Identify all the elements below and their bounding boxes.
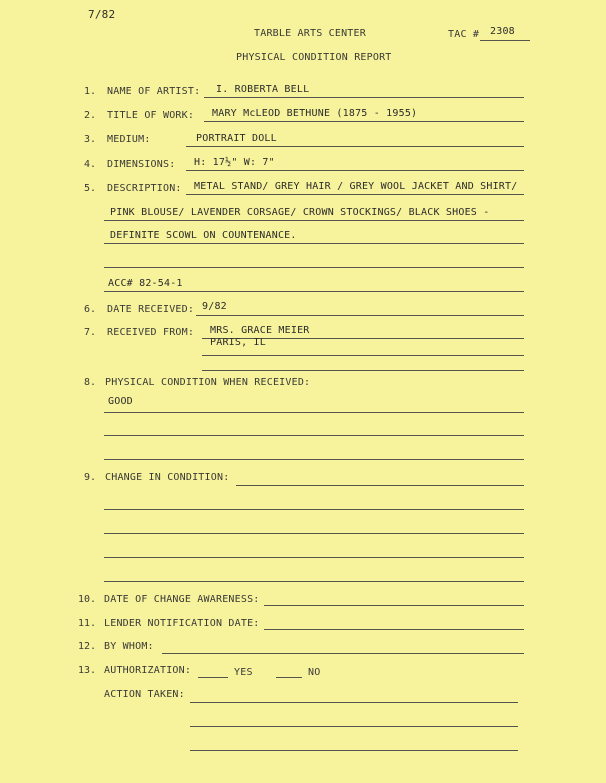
item-number-11: 11. <box>77 618 96 629</box>
item-number-1: 1. <box>83 86 96 97</box>
description-line-1: METAL STAND/ GREY HAIR / GREY WOOL JACKET AND SHIRT/ <box>194 181 518 192</box>
tac-label: TAC # <box>448 29 480 40</box>
description-rule-3 <box>104 243 524 244</box>
artist-label: NAME OF ARTIST: <box>107 86 201 97</box>
description-rule-1 <box>186 194 524 195</box>
action-rule-3 <box>190 750 518 751</box>
medium-label: MEDIUM: <box>107 134 151 145</box>
item-number-12: 12. <box>77 641 96 652</box>
change-label: CHANGE IN CONDITION: <box>105 472 230 483</box>
change-rule-3 <box>104 533 524 534</box>
org-name: TARBLE ARTS CENTER <box>254 28 366 39</box>
condition-rule-2 <box>104 435 524 436</box>
change-rule-4 <box>104 557 524 558</box>
yes-blank <box>198 677 228 678</box>
artist-value: I. ROBERTA BELL <box>216 84 310 95</box>
item-number-3: 3. <box>83 134 96 145</box>
received-from-rule-3 <box>202 370 524 371</box>
item-number-6: 6. <box>83 304 96 315</box>
no-label: NO <box>308 667 321 678</box>
received-from-label: RECEIVED FROM: <box>107 327 195 338</box>
date-received-value: 9/82 <box>202 301 227 312</box>
item-number-4: 4. <box>83 159 96 170</box>
report-title: PHYSICAL CONDITION REPORT <box>236 52 392 63</box>
title-value: MARY McLEOD BETHUNE (1875 - 1955) <box>212 108 418 119</box>
item-number-7: 7. <box>83 327 96 338</box>
no-blank <box>276 677 302 678</box>
item-number-13: 13. <box>77 665 96 676</box>
date-received-line <box>196 315 524 316</box>
description-label: DESCRIPTION: <box>107 183 182 194</box>
tac-underline <box>480 40 530 41</box>
title-label: TITLE OF WORK: <box>107 110 195 121</box>
action-rule-1 <box>190 702 518 703</box>
by-whom-label: BY WHOM: <box>104 641 154 652</box>
tac-number: 2308 <box>490 26 515 37</box>
item-number-10: 10. <box>77 594 96 605</box>
description-rule-4 <box>104 267 524 268</box>
condition-value: GOOD <box>108 396 133 407</box>
yes-label: YES <box>234 667 253 678</box>
description-rule-5 <box>104 291 524 292</box>
by-whom-line <box>162 653 524 654</box>
dimensions-line <box>186 170 524 171</box>
date-mark: 7/82 <box>88 8 116 21</box>
item-number-8: 8. <box>83 377 96 388</box>
received-from-rule-2 <box>202 355 524 356</box>
change-rule-1 <box>236 485 524 486</box>
lender-date-line <box>264 629 524 630</box>
condition-rule-3 <box>104 459 524 460</box>
description-rule-2 <box>104 220 524 221</box>
action-rule-2 <box>190 726 518 727</box>
dimensions-label: DIMENSIONS: <box>107 159 176 170</box>
date-received-label: DATE RECEIVED: <box>107 304 195 315</box>
description-line-2: PINK BLOUSE/ LAVENDER CORSAGE/ CROWN STOCKINGS/ BLACK SHOES - <box>110 207 490 218</box>
artist-line <box>204 97 524 98</box>
received-from-line-1: MRS. GRACE MEIER <box>210 325 310 336</box>
item-number-5: 5. <box>83 183 96 194</box>
action-taken-label: ACTION TAKEN: <box>104 689 185 700</box>
medium-value: PORTRAIT DOLL <box>196 133 277 144</box>
condition-rule-1 <box>104 412 524 413</box>
accession-number: ACC# 82-54-1 <box>108 278 183 289</box>
change-awareness-label: DATE OF CHANGE AWARENESS: <box>104 594 260 605</box>
change-rule-5 <box>104 581 524 582</box>
received-from-line-2: PARIS, IL <box>210 337 266 348</box>
title-line <box>204 121 524 122</box>
lender-date-label: LENDER NOTIFICATION DATE: <box>104 618 260 629</box>
authorization-label: AUTHORIZATION: <box>104 665 192 676</box>
item-number-9: 9. <box>83 472 96 483</box>
change-rule-2 <box>104 509 524 510</box>
medium-line <box>186 146 524 147</box>
change-awareness-line <box>264 605 524 606</box>
dimensions-value: H: 17½" W: 7" <box>194 157 275 168</box>
item-number-2: 2. <box>83 110 96 121</box>
description-line-3: DEFINITE SCOWL ON COUNTENANCE. <box>110 230 297 241</box>
condition-label: PHYSICAL CONDITION WHEN RECEIVED: <box>105 377 311 388</box>
